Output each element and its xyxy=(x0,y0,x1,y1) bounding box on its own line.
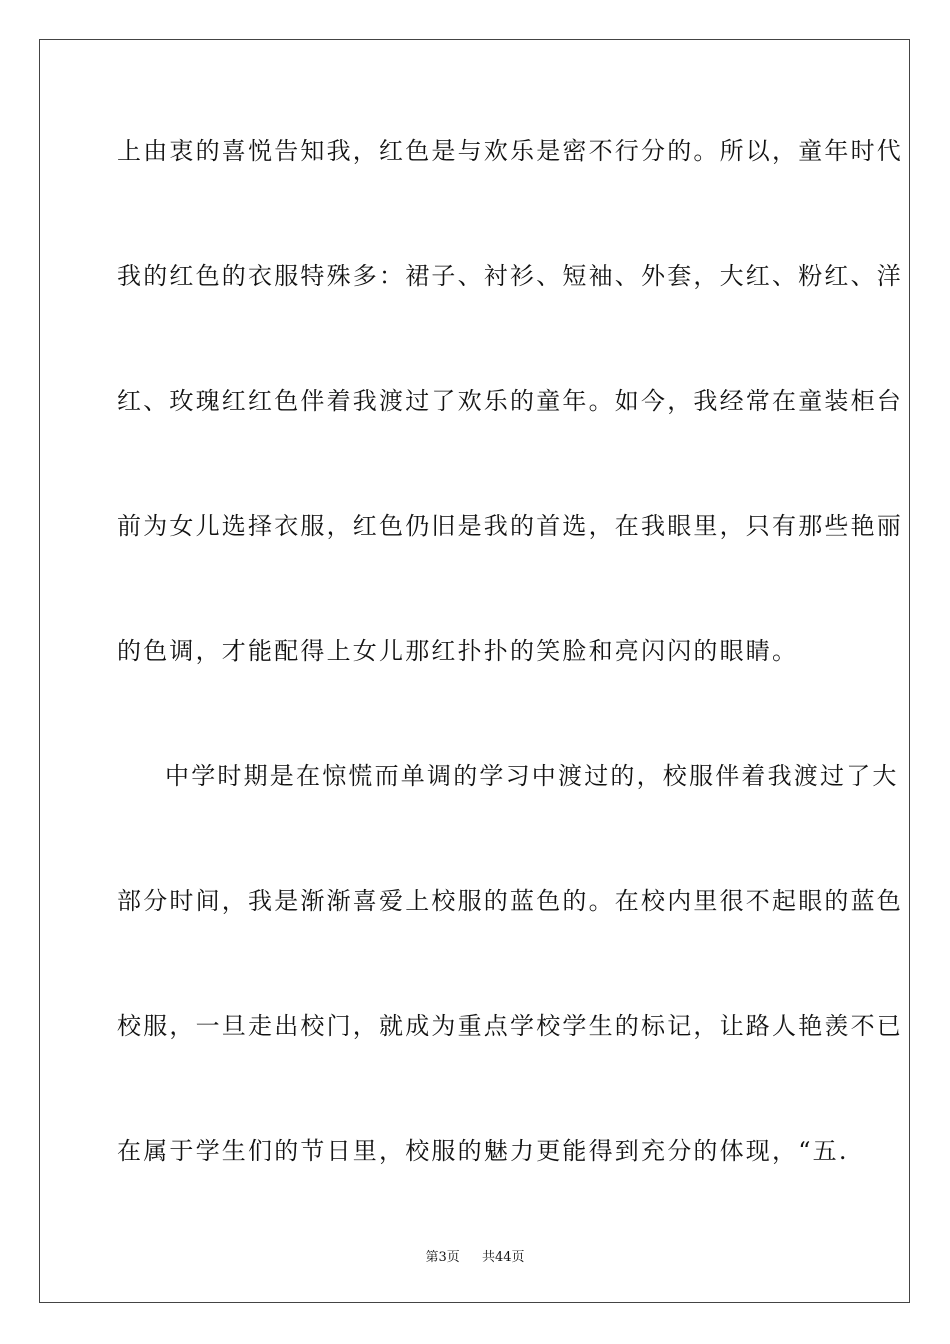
body-line-9: 在属于学生们的节日里，校服的魅力更能得到充分的体现，“五. xyxy=(117,1137,849,1165)
page-total-label: 共44页 xyxy=(482,1250,525,1265)
body-line-1: 上由衷的喜悦告知我，红色是与欢乐是密不行分的。所以，童年时代 xyxy=(117,137,903,165)
page-footer xyxy=(0,1250,950,1266)
body-line-3: 红、玫瑰红红色伴着我渡过了欢乐的童年。如今，我经常在童装柜台 xyxy=(117,387,903,415)
body-line-2: 我的红色的衣服特殊多：裙子、衬衫、短袖、外套，大红、粉红、洋 xyxy=(117,262,903,290)
body-line-8: 校服，一旦走出校门，就成为重点学校学生的标记，让路人艳羡不已 xyxy=(117,1012,903,1040)
page-border xyxy=(39,39,910,1303)
page-number-label: 第3页 xyxy=(425,1250,460,1265)
body-line-6: 中学时期是在惊慌而单调的学习中渡过的，校服伴着我渡过了大 xyxy=(165,762,899,790)
body-line-7: 部分时间，我是渐渐喜爱上校服的蓝色的。在校内里很不起眼的蓝色 xyxy=(117,887,903,915)
body-line-5: 的色调，才能配得上女儿那红扑扑的笑脸和亮闪闪的眼睛。 xyxy=(117,637,799,665)
body-line-4: 前为女儿选择衣服，红色仍旧是我的首选，在我眼里，只有那些艳丽 xyxy=(117,512,903,540)
